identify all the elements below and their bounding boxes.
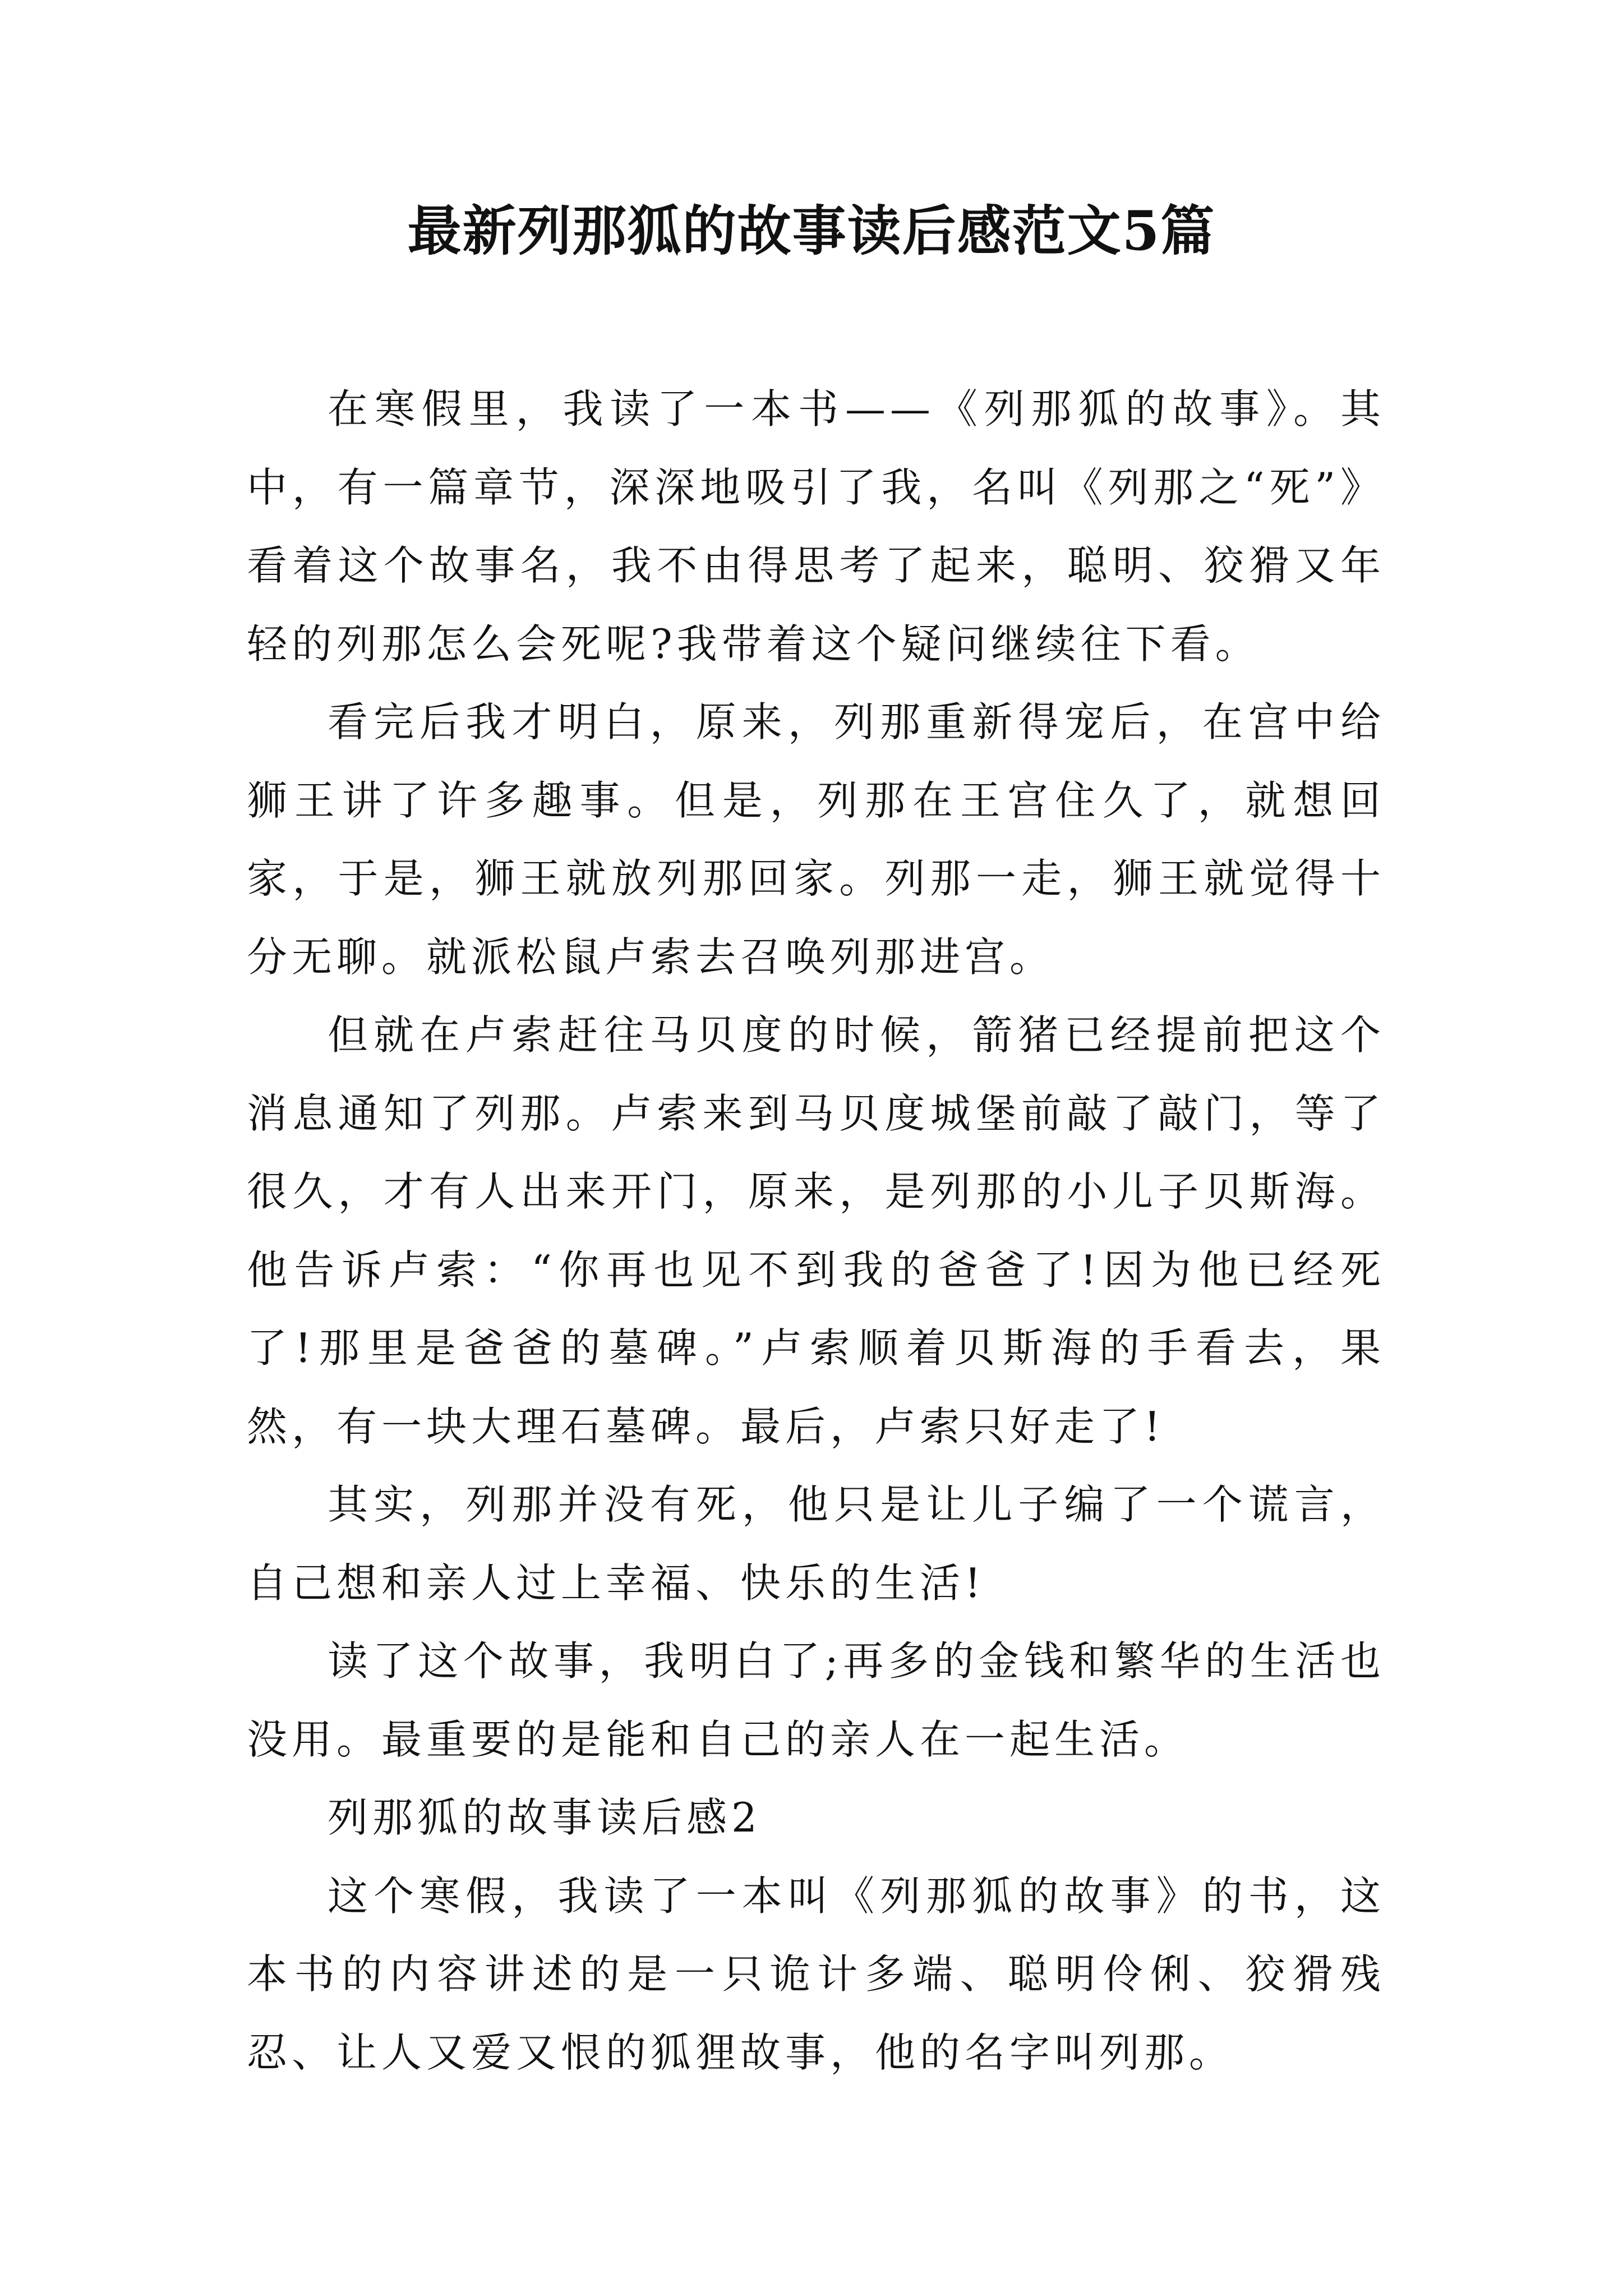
paragraph-2: 看完后我才明白，原来，列那重新得宠后，在宫中给狮王讲了许多趣事。但是，列那在王宫住久了，就想回家，于是，狮王就放列那回家。列那一走，狮王就觉得十分无聊。就派松鼠卢索去召唤列那进宫。 xyxy=(247,698,1385,981)
paragraph-4: 其实，列那并没有死，他只是让儿子编了一个谎言，自己想和亲人过上幸福、快乐的生活! xyxy=(247,1481,1385,1607)
document-body xyxy=(247,370,1385,2092)
paragraph-1: 在寒假里，我读了一本书——《列那狐的故事》。其中，有一篇章节，深深地吸引了我，名叫《列那之“死”》看着这个故事名，我不由得思考了起来，聪明、狡猾又年轻的列那怎么会死呢?我带着这个疑问继续往下看。 xyxy=(247,385,1385,668)
section-heading-2: 列那狐的故事读后感2 xyxy=(328,1794,762,1841)
paragraph-3: 但就在卢索赶往马贝度的时候，箭猪已经提前把这个消息通知了列那。卢索来到马贝度城堡前敲了敲门，等了很久，才有人出来开门，原来，是列那的小儿子贝斯海。 他告诉卢索：“你再也见不到我的爸爸了!因为他已经死了!那里是爸爸的墓碑。”卢索顺着贝斯海的手看去，果然，有一块大理石墓碑。最后，卢索只好走了! xyxy=(247,1011,1385,1450)
paragraph-6: 这个寒假，我读了一本叫《列那狐的故事》的书，这本书的内容讲述的是一只诡计多端、聪明伶俐、狡猾残忍、让人又爱又恨的狐狸故事，他的名字叫列那。 xyxy=(247,1872,1385,2076)
paragraph-5: 读了这个故事，我明白了;再多的金钱和繁华的生活也没用。最重要的是能和自己的亲人在一起生活。 xyxy=(247,1637,1385,1763)
document-title: 最新列那狐的故事读后感范文5篇 xyxy=(407,199,1216,263)
